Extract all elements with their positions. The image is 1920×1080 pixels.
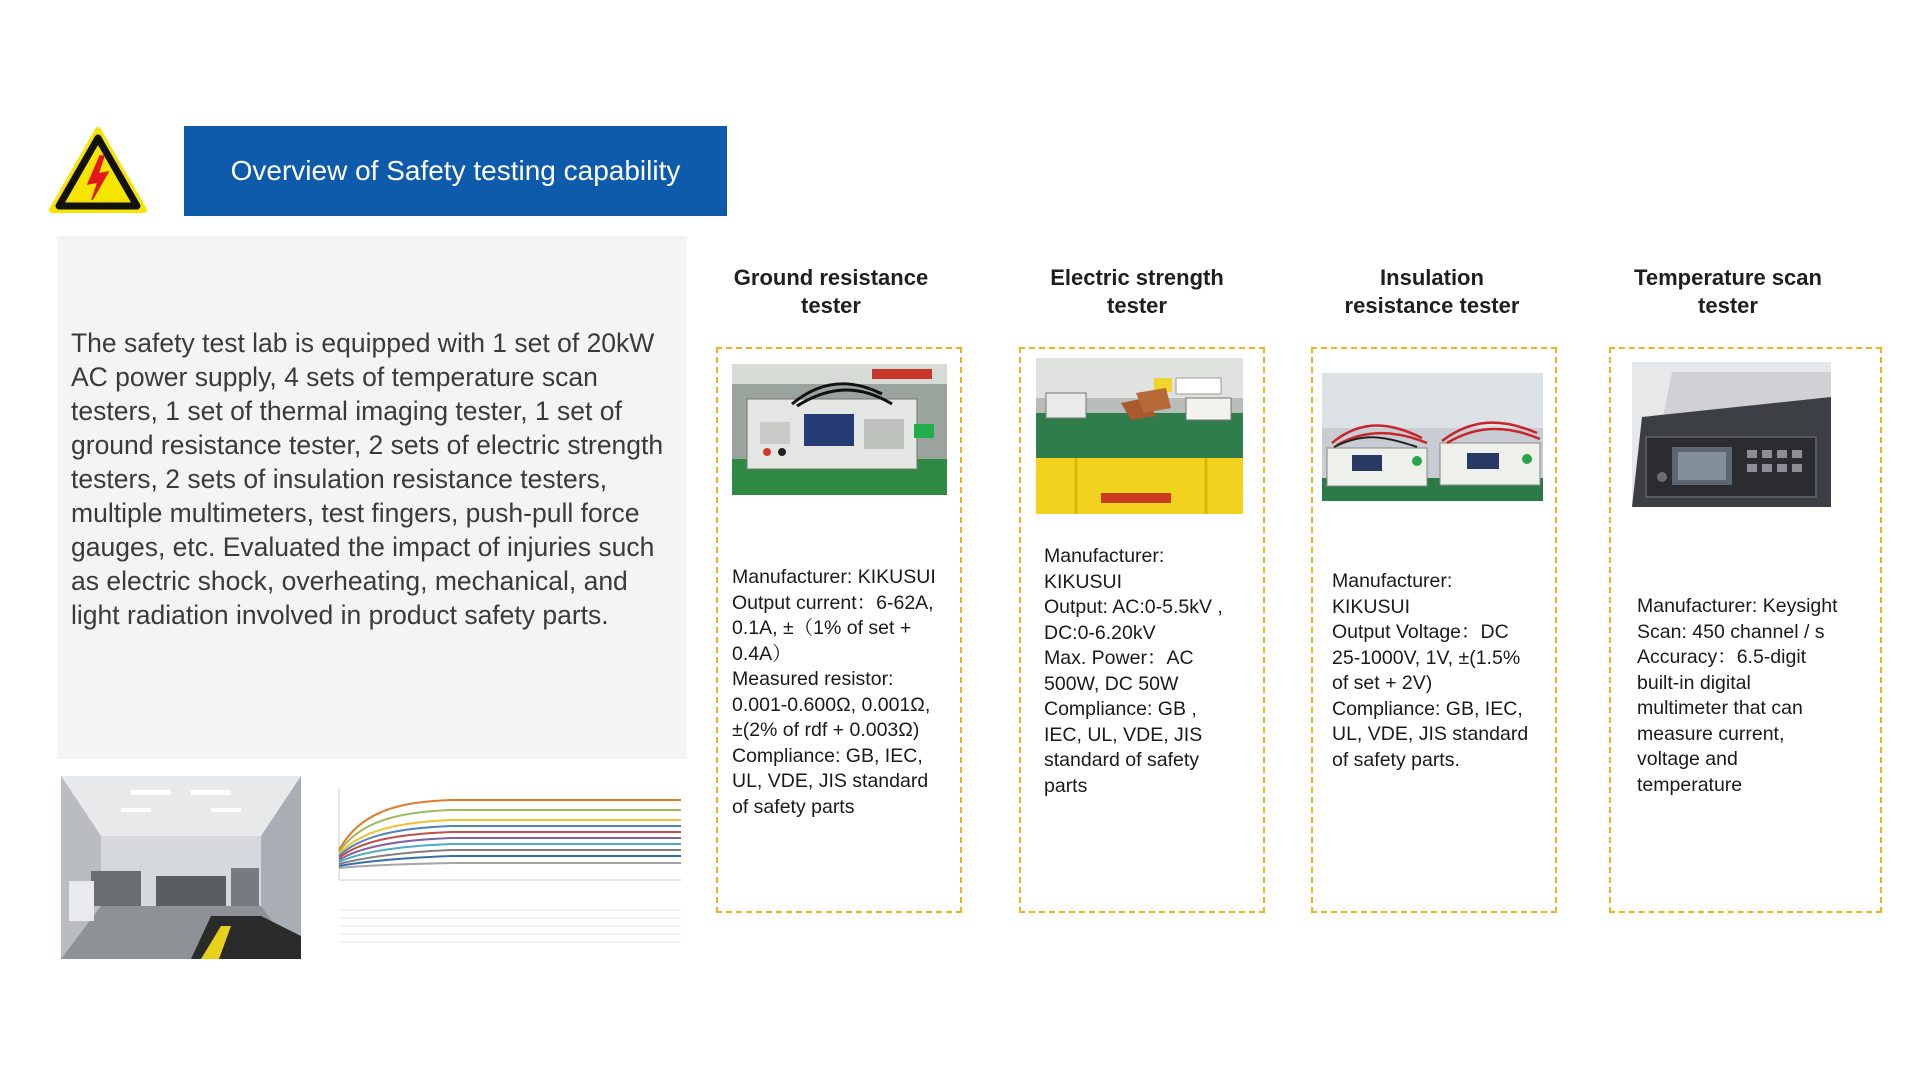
intro-text: The safety test lab is equipped with 1 set of 20kW AC power supply, 4 sets of temperature scan testers, 1 set of thermal imaging tester, 1 set of ground resistance tester, 2 sets of electric strength testers, 2 sets of insulation resistance testers, multiple multimeters, test fingers, push-pull force gauges, etc. Evaluated the impact of injuries such as electric shock, overheating, mechanical, and light radiation involved in product safety parts. xyxy=(71,328,664,630)
spec-line: built-in digital xyxy=(1637,671,1751,694)
electric-strength-title-line2: tester xyxy=(1107,293,1167,318)
spec-line: voltage and xyxy=(1637,748,1738,770)
insulation-resistance-title xyxy=(1302,264,1562,320)
spec-line: multimeter that can xyxy=(1637,697,1803,719)
insulation-resistance-title-line1: Insulation xyxy=(1380,265,1484,290)
spec-line: 0.4A） xyxy=(732,642,792,665)
spec-line: Manufacturer: Keysight xyxy=(1637,595,1838,617)
spec-line: 0.1A, ±（1% of set + xyxy=(732,617,912,639)
spec-line: Measured resistor: xyxy=(732,668,894,690)
spec-line: Accuracy：6.5-digit xyxy=(1637,646,1807,668)
spec-line: Compliance: GB , xyxy=(1044,698,1197,720)
page-title xyxy=(184,126,727,216)
temperature-scan-tester-photo xyxy=(1632,362,1831,507)
spec-line: standard of safety xyxy=(1044,749,1200,771)
spec-line: Compliance: GB, IEC, xyxy=(732,744,923,767)
ground-resistance-specs xyxy=(732,565,962,820)
spec-line: 0.001-0.600Ω, 0.001Ω, xyxy=(732,693,931,716)
insulation-resistance-tester-photo xyxy=(1322,373,1543,501)
temperature-scan-title-line2: tester xyxy=(1698,293,1758,318)
spec-line: DC:0-6.20kV xyxy=(1044,621,1156,644)
electric-strength-tester-photo xyxy=(1036,358,1243,514)
spec-line: UL, VDE, JIS standard xyxy=(732,770,929,792)
ground-resistance-title xyxy=(701,264,961,320)
spec-line: parts xyxy=(1044,774,1088,797)
ground-resistance-title-line2: tester xyxy=(801,293,861,318)
spec-line: temperature xyxy=(1637,773,1743,796)
spec-line: 25-1000V, 1V, ±(1.5% xyxy=(1332,646,1521,669)
spec-line: ±(2% of rdf + 0.003Ω) xyxy=(732,719,920,741)
spec-line: 500W, DC 50W xyxy=(1044,672,1179,695)
electric-strength-title xyxy=(1007,264,1267,320)
spec-line: of set + 2V) xyxy=(1332,672,1433,694)
ground-resistance-tester-photo xyxy=(732,364,947,495)
temperature-scan-title-line1: Temperature scan xyxy=(1634,265,1822,290)
temperature-scan-specs xyxy=(1637,594,1867,798)
lab-photo xyxy=(61,776,301,959)
electric-strength-title-line1: Electric strength xyxy=(1050,265,1224,290)
insulation-resistance-title-line2: resistance tester xyxy=(1344,293,1520,318)
spec-line: of safety parts xyxy=(732,795,855,818)
ground-resistance-title-line1: Ground resistance xyxy=(733,265,929,290)
spec-line: Manufacturer: xyxy=(1332,570,1453,592)
spec-line: Output current：6-62A, xyxy=(732,591,934,614)
temperature-scan-title xyxy=(1598,264,1858,320)
insulation-resistance-specs xyxy=(1332,569,1557,773)
spec-line: KIKUSUI xyxy=(1044,570,1123,593)
spec-line: KIKUSUI xyxy=(1332,595,1411,618)
spec-line: Manufacturer: xyxy=(1044,545,1165,567)
page-title-text: Overview of Safety testing capability xyxy=(230,155,681,186)
spec-line: UL, VDE, JIS standard xyxy=(1332,723,1529,745)
temperature-curve-chart xyxy=(331,780,683,960)
spec-line: Output: AC:0-5.5kV , xyxy=(1044,596,1223,618)
spec-line: Max. Power：AC xyxy=(1044,647,1194,669)
spec-line: Compliance: GB, IEC, xyxy=(1332,697,1523,720)
high-voltage-warning-icon xyxy=(48,126,148,216)
spec-line: IEC, UL, VDE, JIS xyxy=(1044,723,1203,746)
spec-line: Manufacturer: KIKUSUI xyxy=(732,566,936,588)
electric-strength-specs xyxy=(1044,544,1254,799)
spec-line: measure current, xyxy=(1637,722,1785,745)
spec-line: Scan: 450 channel / s xyxy=(1637,620,1825,643)
spec-line: Output Voltage：DC xyxy=(1332,621,1509,643)
spec-line: of safety parts. xyxy=(1332,748,1460,771)
